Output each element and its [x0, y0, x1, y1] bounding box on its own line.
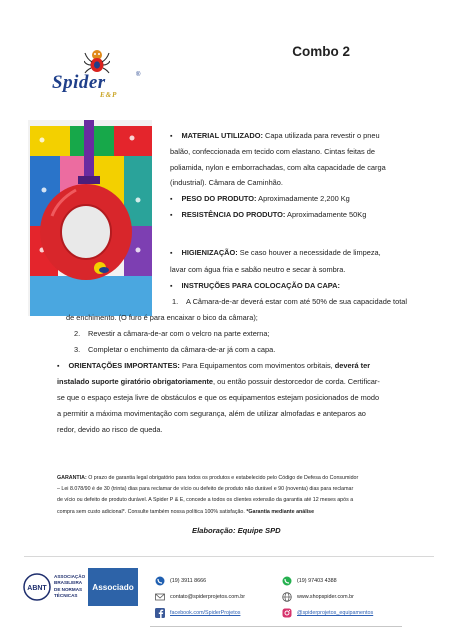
resistencia-line — [170, 207, 366, 224]
globe-icon — [282, 592, 292, 602]
guarantee-text-2: – Lei 8.078/90 é de 30 (trinta) dias para reclamar de vício ou defeito de produto não durável e 90 (noventa) dias para reclamar — [57, 486, 354, 493]
phone-icon — [155, 576, 165, 586]
website[interactable] — [282, 592, 354, 602]
abnt-name-4: TÉCNICAS — [54, 593, 78, 599]
guarantee-line-1 — [57, 473, 407, 484]
bullet-icon: ▪ — [170, 250, 173, 257]
abnt-logo — [22, 568, 142, 606]
orientacoes-text-1-bold: deverá ter — [334, 361, 371, 370]
orientacoes-text-2-bold: instalado suporte giratório obrigatoriamente — [57, 377, 214, 386]
higienizacao-label: HIGIENIZAÇÃO: — [181, 248, 238, 257]
bullet-icon: ▪ — [57, 363, 60, 370]
step-1 — [172, 294, 407, 310]
phone-2-text: (19) 97403 4388 — [297, 578, 337, 584]
footer-bottom-divider — [150, 626, 402, 627]
material-block — [170, 128, 408, 145]
guarantee-text-1: O prazo de garantia legal obrigatório para todos os produtos e estabelecido pelo Código de Defesa do Consumidor — [88, 475, 359, 481]
bullet-icon: ▪ — [170, 133, 173, 140]
email-icon — [155, 592, 165, 602]
abnt-name-1: ASSOCIAÇÃO — [54, 574, 86, 579]
website-text[interactable]: www.shopspider.com.br — [297, 594, 354, 600]
step-3 — [74, 342, 275, 358]
higienizacao-text-1: Se caso houver a necessidade de limpeza, — [239, 248, 381, 257]
spider-icon — [84, 46, 110, 74]
abnt-emblem-text: ABNT — [27, 585, 47, 592]
email[interactable] — [155, 592, 245, 602]
brand-name: Spider — [52, 72, 106, 93]
bullet-icon: ▪ — [170, 283, 173, 290]
facebook-icon — [155, 608, 165, 618]
guarantee-text-4-bold: *Garantia mediante análise — [246, 508, 315, 515]
abnt-name-3: DE NORMAS — [54, 586, 83, 592]
guarantee-label: GARANTIA: — [57, 475, 87, 481]
instagram-text[interactable]: @spiderprojetos_equipamentos — [297, 610, 374, 616]
guarantee-text-4: compra sem custo adicional*. Consulte também nossa política 100% satisfação. — [57, 508, 245, 515]
instagram-icon — [282, 608, 292, 618]
brand-logo — [50, 46, 146, 102]
bullet-icon: ▪ — [170, 212, 173, 219]
phone-1 — [155, 576, 206, 586]
peso-label: PESO DO PRODUTO: — [181, 194, 257, 203]
step-3-text: Completar o enchimento da câmara-de-ar já com a capa. — [88, 345, 276, 354]
resistencia-value: Aproximadamente 50Kg — [287, 210, 367, 219]
phone-1-text: (19) 3911 8666 — [170, 578, 207, 584]
product-photo — [28, 120, 152, 316]
whatsapp-icon — [282, 576, 292, 586]
resistencia-label: RESISTÊNCIA DO PRODUTO: — [181, 210, 286, 219]
step-2 — [74, 326, 270, 342]
brand-subtitle: E&P — [100, 91, 118, 99]
email-text[interactable]: contato@spiderprojetos.com.br — [170, 594, 245, 600]
higienizacao-line — [170, 245, 381, 262]
registered-mark: ® — [136, 72, 141, 78]
higienizacao-text-2: lavar com água fria e sabão neutro e secar à sombra. — [170, 265, 346, 274]
phone-2 — [282, 576, 337, 586]
footer-divider — [24, 556, 434, 557]
orientacoes-text-4: a permitir a máxima movimentação com segurança, além de utilizar almofadas e anteparos ao — [57, 409, 366, 418]
step-1-num: 1. — [172, 297, 179, 306]
facebook[interactable] — [155, 608, 240, 618]
instagram[interactable] — [282, 608, 373, 618]
signature: Elaboração: Equipe SPD — [192, 526, 281, 535]
orientacoes-label: ORIENTAÇÕES IMPORTANTES: — [68, 361, 180, 370]
page-title: Combo 2 — [292, 44, 350, 59]
orientacoes-text-2: , ou então possuir destorcedor de corda. Certificar- — [213, 377, 380, 386]
step-2-num: 2. — [74, 329, 81, 338]
orientacoes-line-2 — [57, 374, 380, 390]
material-text-3: poliamida, nylon e emborrachadas, com alta capacidade de carga — [170, 163, 386, 172]
guarantee-line-4 — [57, 507, 407, 518]
guarantee-text-3: de vício ou defeito de produto durável. A Spider P & E, concede a todos os clientes extensão da garantia até 12 meses após a — [57, 497, 354, 504]
step-3-num: 3. — [74, 345, 81, 354]
guarantee-block — [57, 473, 407, 518]
facebook-text[interactable]: facebook.com/SpiderProjetos — [170, 610, 241, 616]
orientacoes-line-1 — [57, 358, 370, 375]
step-2-text: Revestir a câmara-de-ar com o velcro na parte externa; — [88, 329, 270, 338]
material-text-2: balão, confeccionada em tecido com elastano. Cintas feitas de — [170, 147, 376, 156]
step-1-text-2: de enchimento. (O furo é para encaixar o bico da câmara); — [66, 313, 258, 322]
material-label: MATERIAL UTILIZADO: — [181, 131, 263, 140]
orientacoes-text-1: Para Equipamentos com movimentos orbitais, — [181, 361, 333, 370]
instrucoes-line — [170, 278, 340, 295]
orientacoes-text-5: redor, devido ao risco de queda. — [57, 425, 163, 434]
abnt-name-2: BRASILEIRA — [54, 580, 83, 586]
abnt-name — [52, 568, 88, 606]
material-text-4: (industrial). Câmara de Caminhão. — [170, 178, 283, 187]
bullet-icon: ▪ — [170, 196, 173, 203]
step-1-text: A Câmara-de-ar deverá estar com até 50% de sua capacidade total — [186, 297, 408, 306]
instrucoes-label: INSTRUÇÕES PARA COLOCAÇÃO DA CAPA: — [181, 281, 340, 290]
peso-value: Aproximadamente 2,200 Kg — [258, 194, 350, 203]
orientacoes-text-3: se que o espaço esteja livre de obstáculos e que os equipamentos estejam posicionados de modo — [57, 393, 380, 402]
abnt-badge: Associado — [88, 568, 138, 606]
abnt-emblem-icon — [22, 568, 52, 606]
peso-line — [170, 191, 350, 208]
material-text-1: Capa utilizada para revestir o pneu — [264, 131, 380, 140]
